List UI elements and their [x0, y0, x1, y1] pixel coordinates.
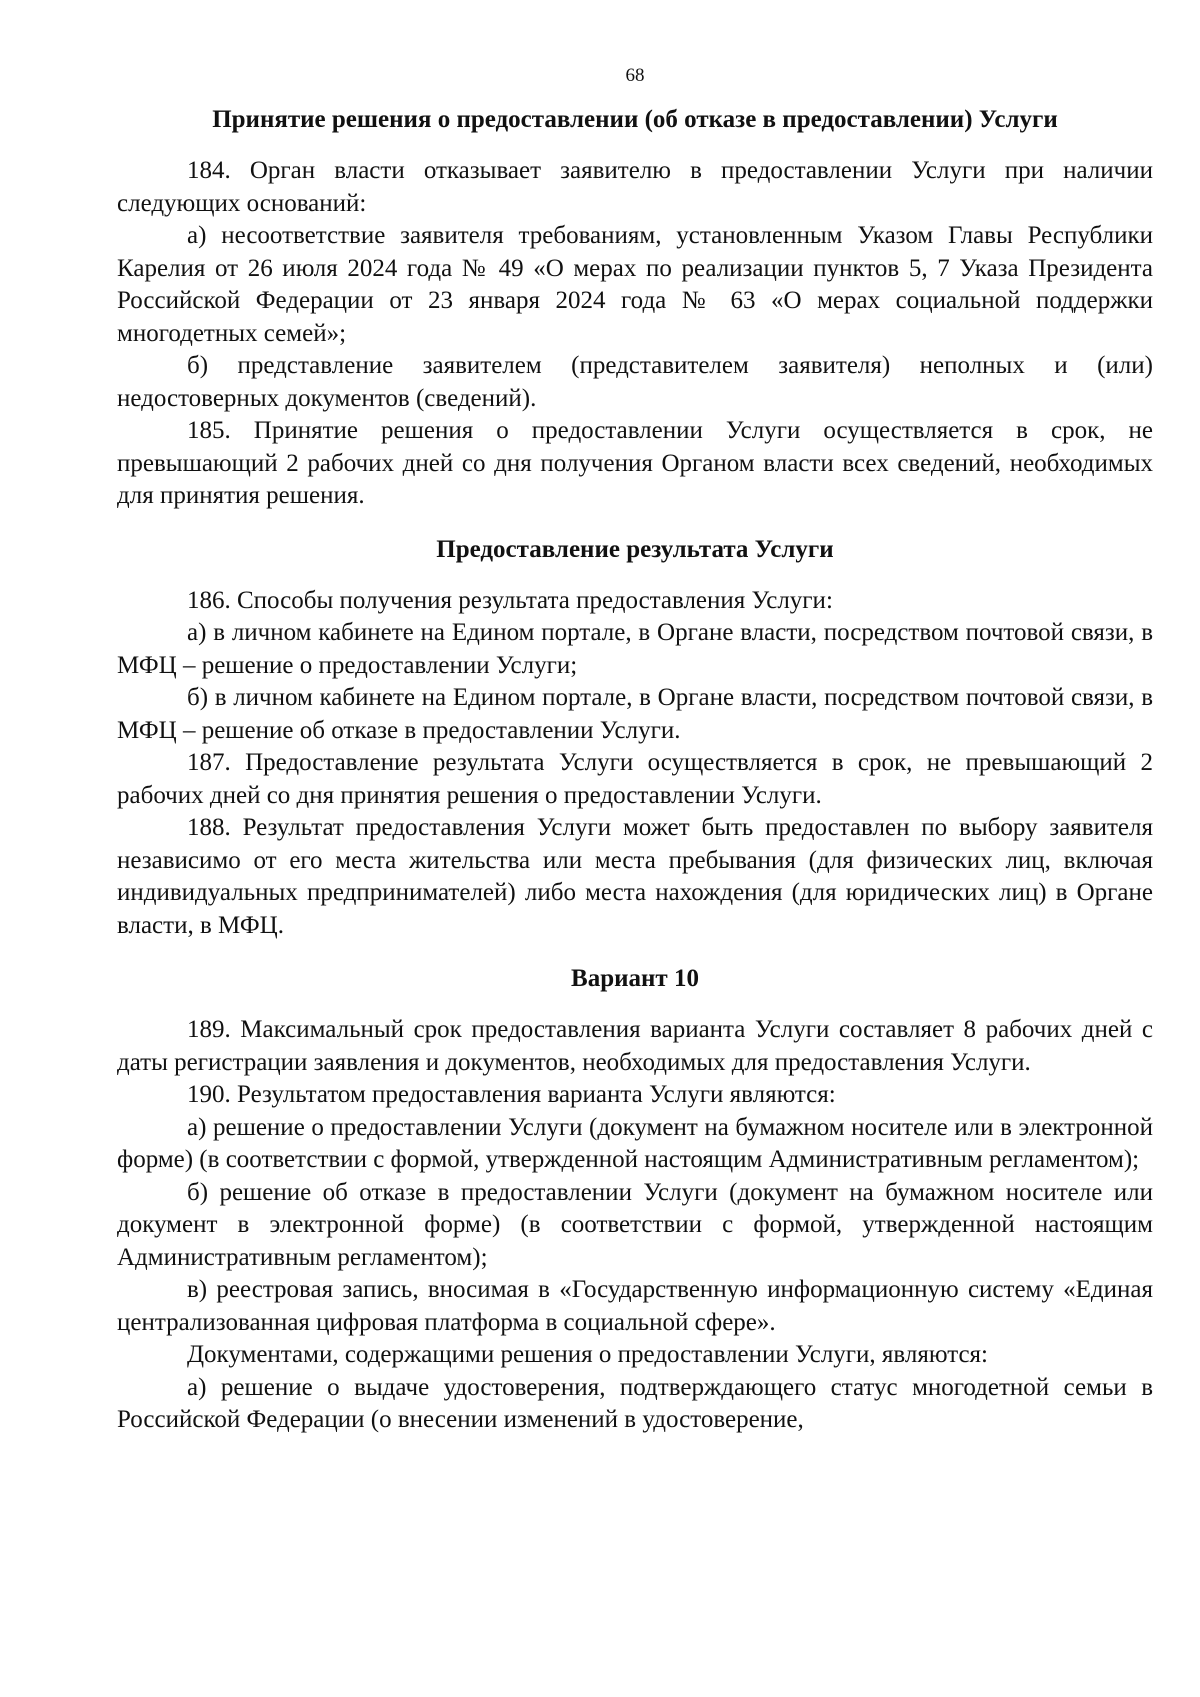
paragraph: 185. Принятие решения о предоставлении Услуги осуществляется в срок, не превышающий 2 рабочих дней со дня получения Органом власти всех сведений, необходимых для принятия решения.	[117, 417, 1153, 509]
paragraph: 190. Результатом предоставления варианта Услуги являются:	[187, 1081, 836, 1108]
paragraph: 189. Максимальный срок предоставления варианта Услуги составляет 8 рабочих дней с даты регистрации заявления и документов, необходимых для предоставления Услуги.	[117, 1016, 1153, 1076]
paragraph: б) в личном кабинете на Едином портале, в Органе власти, посредством почтовой связи, в МФЦ – решение об отказе в предоставлении Услуги.	[117, 684, 1153, 744]
paragraph: Документами, содержащими решения о предоставлении Услуги, являются:	[187, 1341, 988, 1368]
paragraph: 188. Результат предоставления Услуги может быть предоставлен по выбору заявителя независимо от его места жительства или места пребывания (для физических лиц, включая индивидуальных предпринимателей) либо места нахождения (для юридических лиц) в Органе власти, в МФЦ.	[117, 814, 1153, 939]
paragraph: а) в личном кабинете на Едином портале, в Органе власти, посредством почтовой связи, в МФЦ – решение о предоставлении Услуги;	[117, 619, 1153, 679]
document-page	[117, 62, 1153, 1437]
paragraph: 187. Предоставление результата Услуги осуществляется в срок, не превышающий 2 рабочих дней со дня принятия решения о предоставлении Услуги.	[117, 749, 1153, 809]
section-heading: Вариант 10	[571, 965, 699, 992]
paragraph: 186. Способы получения результата предоставления Услуги:	[187, 586, 833, 614]
paragraph: а) решение о предоставлении Услуги (документ на бумажном носителе или в электронной форме) (в соответствии с формой, утвержденной настоящим Административным регламентом);	[117, 1113, 1153, 1173]
section-heading: Предоставление результата Услуги	[436, 535, 834, 563]
paragraph: б) представление заявителем (представителем заявителя) неполных и (или) недостоверных документов (сведений).	[117, 352, 1153, 412]
section-heading: Принятие решения о предоставлении (об отказе в предоставлении) Услуги	[212, 106, 1058, 133]
section-result	[117, 535, 1153, 943]
paragraph: а) несоответствие заявителя требованиям, установленным Указом Главы Республики Карелия от 26 июля 2024 года № 49 «О мерах по реализации пунктов 5, 7 Указа Президента Российской Федерации от 23 января 2024 года № 63 «О мерах социальной поддержки многодетных семей»;	[117, 222, 1153, 347]
paragraph: в) реестровая запись, вносимая в «Государственную информационную систему «Единая централизованная цифровая платформа в социальной сфере».	[117, 1276, 1153, 1336]
page-number: 68	[625, 65, 645, 86]
paragraph: б) решение об отказе в предоставлении Услуги (документ на бумажном носителе или документ в электронной форме) (в соответствии с формой, утвержденной настоящим Административным регламентом);	[117, 1178, 1153, 1271]
paragraph: 184. Орган власти отказывает заявителю в предоставлении Услуги при наличии следующих оснований:	[117, 157, 1153, 217]
section-variant-10	[117, 964, 1153, 1437]
paragraph: а) решение о выдаче удостоверения, подтверждающего статус многодетной семьи в Российской Федерации (о внесении изменений в удостоверение,	[117, 1373, 1153, 1433]
section-decision	[117, 105, 1153, 513]
